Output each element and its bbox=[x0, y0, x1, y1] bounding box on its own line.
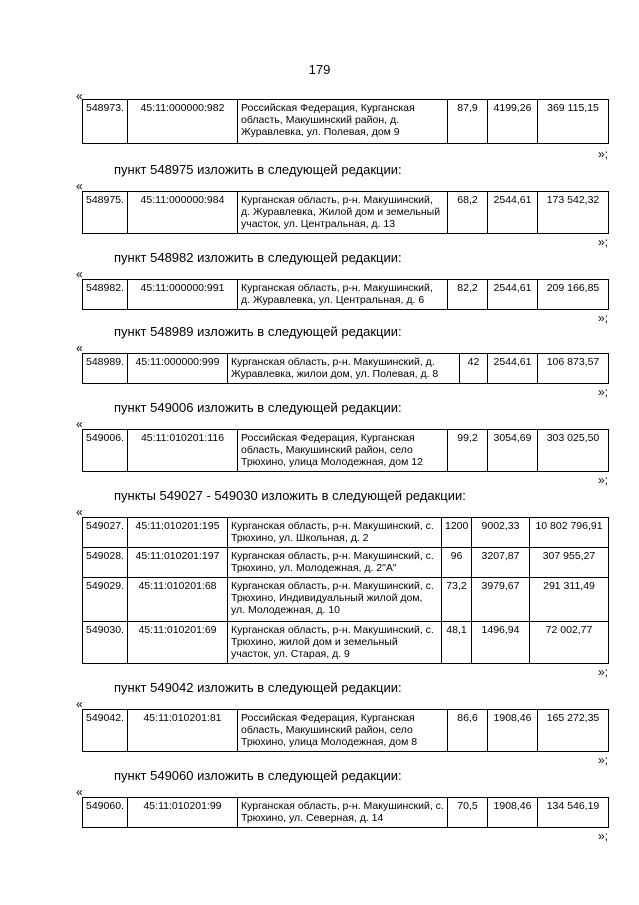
register-table bbox=[82, 797, 609, 828]
row-number: 548973. bbox=[83, 100, 128, 144]
cadastral-number: 45:11:010201:68 bbox=[128, 578, 228, 622]
closing-quote: »; bbox=[597, 147, 608, 161]
table-row bbox=[83, 518, 609, 548]
cadastral-number: 45:11:010201:81 bbox=[128, 710, 238, 752]
table-row bbox=[83, 280, 609, 310]
entry-block-548989 bbox=[76, 324, 608, 400]
area: 42 bbox=[460, 354, 488, 384]
amendment-instruction: пункты 549027 - 549030 изложить в следующей редакции: bbox=[114, 488, 466, 503]
table-row bbox=[83, 100, 609, 144]
page-number: 179 bbox=[308, 62, 331, 77]
address: Курганская область, р-н. Макушинский, с. Трюхино, жилой дом и земельный участок, ул. Старая, д. 9 bbox=[228, 622, 442, 664]
specific-value: 1908,46 bbox=[488, 710, 538, 752]
row-number: 548975. bbox=[83, 192, 128, 234]
cadastral-value: 10 802 796,91 bbox=[530, 518, 609, 548]
table-row bbox=[83, 430, 609, 472]
row-number: 549006. bbox=[83, 430, 128, 472]
cadastral-number: 45:11:000000:984 bbox=[128, 192, 238, 234]
address: Курганская область, р-н. Макушинский, д. Журавлевка, Жилой дом и земельный участок, ул. Центральная, д. 13 bbox=[238, 192, 448, 234]
register-table bbox=[82, 429, 609, 472]
table-row bbox=[83, 622, 609, 664]
cadastral-number: 45:11:000000:999 bbox=[128, 354, 228, 384]
amendment-instruction: пункт 549042 изложить в следующей редакции: bbox=[114, 680, 402, 695]
area: 48,1 bbox=[442, 622, 472, 664]
cadastral-number: 45:11:000000:982 bbox=[128, 100, 238, 144]
cadastral-value: 303 025,50 bbox=[538, 430, 609, 472]
amendment-instruction: пункт 548989 изложить в следующей редакции: bbox=[114, 324, 402, 339]
amendment-instruction: пункт 548982 изложить в следующей редакции: bbox=[114, 250, 402, 265]
amendment-instruction: пункт 548975 изложить в следующей редакции: bbox=[114, 162, 402, 177]
address: Курганская область, р-н. Макушинский, с. Трюхино, ул. Северная, д. 14 bbox=[238, 798, 448, 828]
cadastral-value: 134 546,19 bbox=[538, 798, 609, 828]
cadastral-value: 72 002,77 bbox=[530, 622, 609, 664]
closing-quote: »; bbox=[597, 665, 608, 679]
cadastral-value: 165 272,35 bbox=[538, 710, 609, 752]
table-row bbox=[83, 798, 609, 828]
register-table bbox=[82, 279, 609, 310]
entry-block-549042 bbox=[76, 680, 608, 768]
address: Курганская область, р-н. Макушинский, д. Журавлевка, ул. Центральная, д. 6 bbox=[238, 280, 448, 310]
entry-block-549060 bbox=[76, 768, 608, 848]
opening-quote: « bbox=[76, 697, 83, 711]
specific-value: 2544,61 bbox=[488, 280, 538, 310]
register-table bbox=[82, 353, 609, 384]
specific-value: 9002,33 bbox=[472, 518, 530, 548]
area: 99,2 bbox=[448, 430, 488, 472]
row-number: 549027. bbox=[83, 518, 128, 548]
row-number: 548982. bbox=[83, 280, 128, 310]
table-row bbox=[83, 354, 609, 384]
opening-quote: « bbox=[76, 505, 83, 519]
closing-quote: »; bbox=[597, 311, 608, 325]
amendment-instruction: пункт 549060 изложить в следующей редакции: bbox=[114, 768, 402, 783]
opening-quote: « bbox=[76, 89, 83, 103]
cadastral-number: 45:11:000000:991 bbox=[128, 280, 238, 310]
row-number: 549029. bbox=[83, 578, 128, 622]
cadastral-value: 369 115,15 bbox=[538, 100, 609, 144]
opening-quote: « bbox=[76, 417, 83, 431]
specific-value: 1496,94 bbox=[472, 622, 530, 664]
specific-value: 4199,26 bbox=[488, 100, 538, 144]
cadastral-value: 209 166,85 bbox=[538, 280, 609, 310]
table-row bbox=[83, 578, 609, 622]
area: 73,2 bbox=[442, 578, 472, 622]
area: 70,5 bbox=[448, 798, 488, 828]
specific-value: 1908,46 bbox=[488, 798, 538, 828]
register-table bbox=[82, 99, 609, 144]
address: Российская Федерация, Курганская область, Макушинский район, село Трюхино, улица Молодежная, дом 8 bbox=[238, 710, 448, 752]
address: Российская Федерация, Курганская область, Макушинский район, д. Журавлевка, ул. Полевая, дом 9 bbox=[238, 100, 448, 144]
closing-quote: »; bbox=[597, 473, 608, 487]
register-table bbox=[82, 191, 609, 234]
address: Курганская область, р-н. Макушинский, с. Трюхино, ул. Школьная, д. 2 bbox=[228, 518, 442, 548]
row-number: 549028. bbox=[83, 548, 128, 578]
register-table bbox=[82, 517, 609, 664]
cadastral-number: 45:11:010201:195 bbox=[128, 518, 228, 548]
area: 87,9 bbox=[448, 100, 488, 144]
entry-block-548982 bbox=[76, 250, 608, 326]
cadastral-value: 291 311,49 bbox=[530, 578, 609, 622]
table-row bbox=[83, 548, 609, 578]
area: 86,6 bbox=[448, 710, 488, 752]
opening-quote: « bbox=[76, 179, 83, 193]
specific-value: 3979,67 bbox=[472, 578, 530, 622]
cadastral-number: 45:11:010201:197 bbox=[128, 548, 228, 578]
row-number: 549060. bbox=[83, 798, 128, 828]
cadastral-value: 106 873,57 bbox=[538, 354, 609, 384]
opening-quote: « bbox=[76, 785, 83, 799]
specific-value: 3207,87 bbox=[472, 548, 530, 578]
area: 96 bbox=[442, 548, 472, 578]
opening-quote: « bbox=[76, 341, 83, 355]
closing-quote: »; bbox=[597, 829, 608, 843]
closing-quote: »; bbox=[597, 753, 608, 767]
cadastral-number: 45:11:010201:116 bbox=[128, 430, 238, 472]
cadastral-value: 173 542,32 bbox=[538, 192, 609, 234]
table-row bbox=[83, 192, 609, 234]
area: 68,2 bbox=[448, 192, 488, 234]
entry-block-549027-549030 bbox=[76, 488, 608, 680]
cadastral-number: 45:11:010201:99 bbox=[128, 798, 238, 828]
entry-block-549006 bbox=[76, 400, 608, 488]
area: 82,2 bbox=[448, 280, 488, 310]
entry-block-548973 bbox=[76, 89, 608, 161]
address: Курганская область, р-н. Макушинский, с. Трюхино, ул. Молодежная, д. 2"А" bbox=[228, 548, 442, 578]
row-number: 549030. bbox=[83, 622, 128, 664]
area: 1200 bbox=[442, 518, 472, 548]
specific-value: 2544,61 bbox=[488, 192, 538, 234]
address: Курганская область, р-н. Макушинский, с. Трюхино, Индивидуальный жилой дом, ул. Молодежная, д. 10 bbox=[228, 578, 442, 622]
closing-quote: »; bbox=[597, 385, 608, 399]
row-number: 548989. bbox=[83, 354, 128, 384]
address: Курганская область, р-н. Макушинский, д. Журавлевка, жилои дом, ул. Полевая, д. 8 bbox=[228, 354, 460, 384]
entry-block-548975 bbox=[76, 162, 608, 250]
table-row bbox=[83, 710, 609, 752]
row-number: 549042. bbox=[83, 710, 128, 752]
specific-value: 3054,69 bbox=[488, 430, 538, 472]
address: Российская Федерация, Курганская область, Макушинский район, село Трюхино, улица Молодежная, дом 12 bbox=[238, 430, 448, 472]
specific-value: 2544,61 bbox=[488, 354, 538, 384]
cadastral-value: 307 955,27 bbox=[530, 548, 609, 578]
amendment-instruction: пункт 549006 изложить в следующей редакции: bbox=[114, 400, 402, 415]
closing-quote: »; bbox=[597, 235, 608, 249]
register-table bbox=[82, 709, 609, 752]
cadastral-number: 45:11:010201:69 bbox=[128, 622, 228, 664]
opening-quote: « bbox=[76, 267, 83, 281]
